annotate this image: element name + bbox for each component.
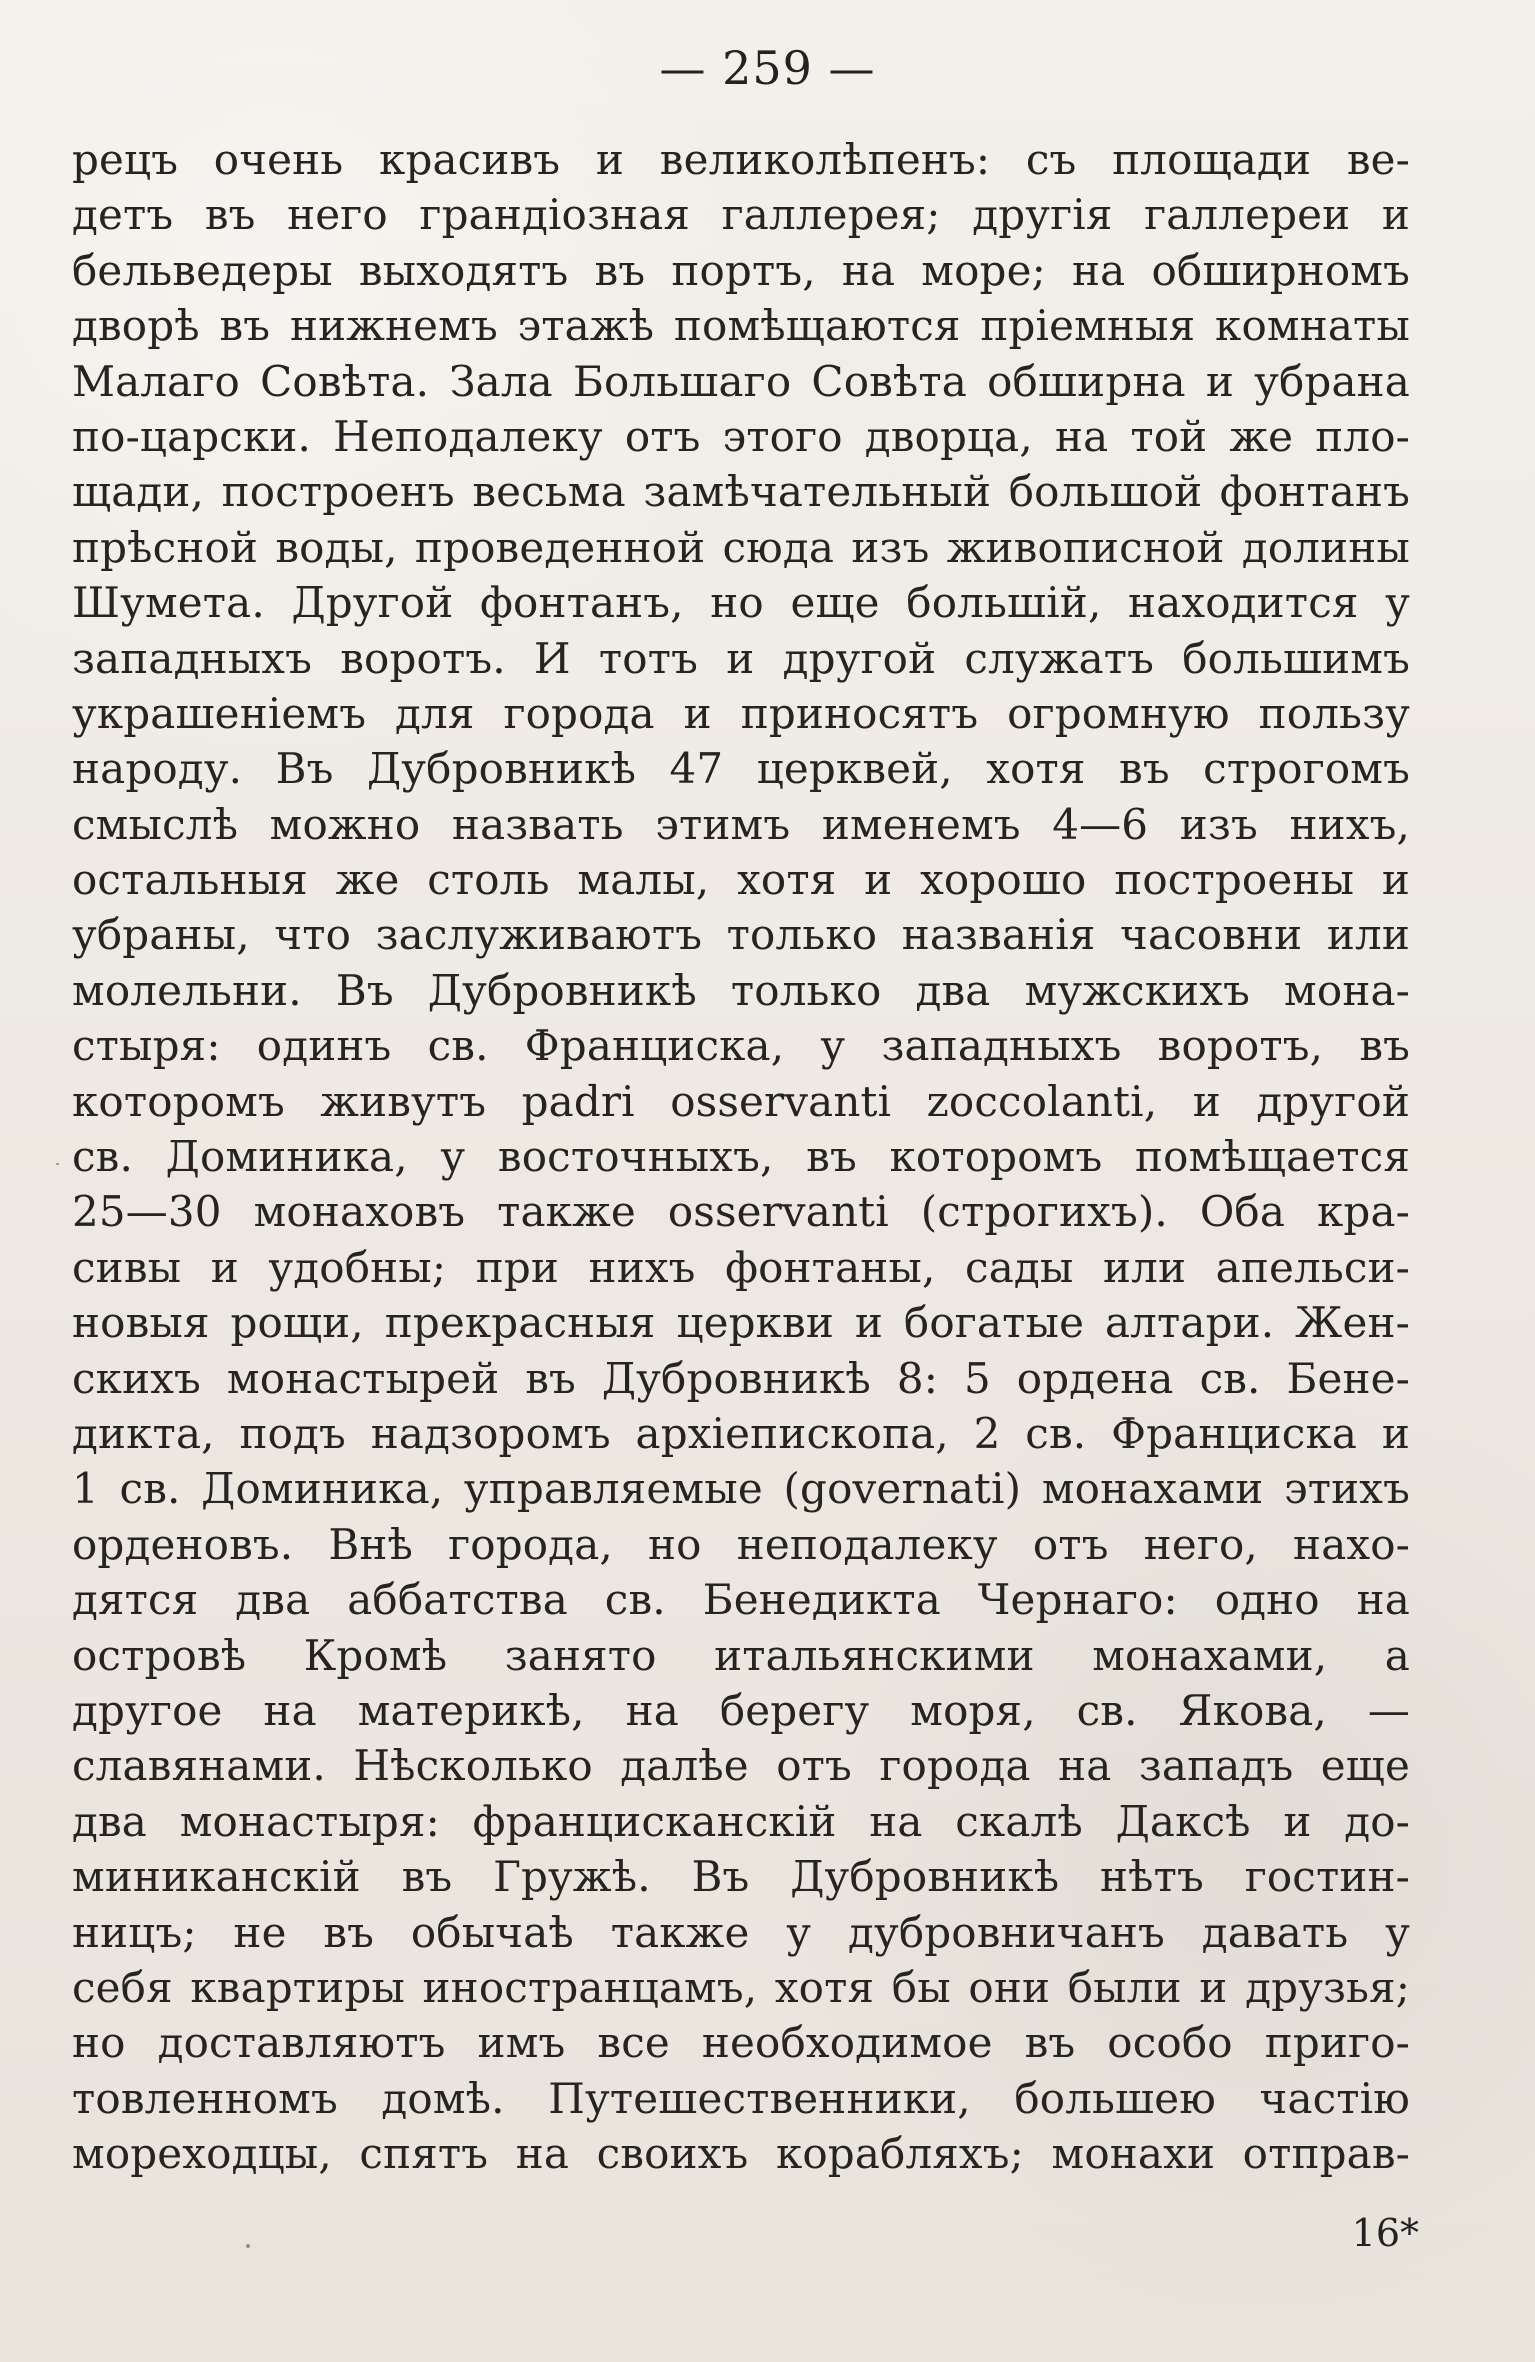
text-line: св. Доминика, у восточныхъ, въ которомъ помѣщается — [72, 1132, 1410, 1182]
text-line: смыслѣ можно назвать этимъ именемъ 4—6 изъ нихъ, — [72, 799, 1410, 849]
text-line: которомъ живутъ padri osservanti zoccolanti, и другой — [72, 1076, 1410, 1126]
text-line: 25—30 монаховъ также osservanti (строгихъ). Оба кра- — [72, 1187, 1410, 1237]
text-line: миниканскій въ Гружѣ. Въ Дубровникѣ нѣтъ гостин- — [72, 1852, 1410, 1902]
text-line: славянами. Нѣсколько далѣе отъ города на западъ еще — [72, 1741, 1410, 1791]
text-line: мореходцы, спятъ на своихъ корабляхъ; монахи отправ- — [72, 2129, 1410, 2179]
text-line: прѣсной воды, проведенной сюда изъ живописной долины — [72, 522, 1410, 572]
text-line: дикта, подъ надзоромъ архіепископа, 2 св. Франциска и — [72, 1408, 1410, 1458]
text-line: 1 св. Доминика, управляемые (governati) монахами этихъ — [72, 1464, 1410, 1514]
text-line: островѣ Кромѣ занято итальянскими монахами, а — [72, 1630, 1410, 1680]
text-line: детъ въ него грандіозная галлерея; другія галлереи и — [72, 190, 1410, 240]
text-line: ницъ; не въ обычаѣ также у дубровничанъ давать у — [72, 1907, 1410, 1957]
text-line: убраны, что заслуживаютъ только названія часовни или — [72, 910, 1410, 960]
printer-signature: 16* — [1351, 2211, 1419, 2255]
page-number: — 259 — — [659, 41, 876, 95]
text-line: товленномъ домѣ. Путешественники, большею частію — [72, 2073, 1410, 2123]
text-line: другое на материкѣ, на берегу моря, св. Якова, — — [72, 1685, 1410, 1735]
text-line: украшеніемъ для города и приносятъ огромную пользу — [72, 688, 1410, 738]
text-line: рецъ очень красивъ и великолѣпенъ: съ площади ве- — [72, 135, 1410, 184]
text-line: молельни. Въ Дубровникѣ только два мужскихъ мона- — [72, 965, 1410, 1015]
text-line: по-царски. Неподалеку отъ этого дворца, на той же пло- — [72, 411, 1410, 461]
text-line: но доставляютъ имъ все необходимое въ особо приго- — [72, 2018, 1410, 2068]
paper-speck — [1004, 1224, 1007, 1227]
text-line: два монастыря: францисканскій на скалѣ Даксѣ и до- — [72, 1796, 1410, 1846]
text-line: народу. Въ Дубровникѣ 47 церквей, хотя въ строгомъ — [72, 744, 1410, 794]
text-line: дворѣ въ нижнемъ этажѣ помѣщаются пріемныя комнаты — [72, 301, 1410, 351]
text-line: остальныя же столь малы, хотя и хорошо построены и — [72, 855, 1410, 905]
text-line: западныхъ воротъ. И тотъ и другой служатъ большимъ — [72, 633, 1410, 683]
text-line: сивы и удобны; при нихъ фонтаны, сады или апельси- — [72, 1242, 1410, 1292]
text-line: орденовъ. Внѣ города, но неподалеку отъ него, нахо- — [72, 1519, 1410, 1569]
body-text — [72, 132, 1410, 2181]
text-line: новыя рощи, прекрасныя церкви и богатые алтари. Жен- — [72, 1298, 1410, 1348]
paper-speck — [56, 1163, 59, 1165]
text-line: бельведеры выходятъ въ портъ, на море; на обширномъ — [72, 245, 1410, 295]
text-line: себя квартиры иностранцамъ, хотя бы они были и друзья; — [72, 1962, 1410, 2012]
text-line: Малаго Совѣта. Зала Большаго Совѣта обширна и убрана — [72, 356, 1410, 406]
text-line: дятся два аббатства св. Бенедикта Чернаго: одно на — [72, 1575, 1410, 1625]
text-line: стыря: одинъ св. Франциска, у западныхъ воротъ, въ — [72, 1021, 1410, 1071]
paper-speck — [246, 2244, 250, 2248]
text-line: Шумета. Другой фонтанъ, но еще большій, находится у — [72, 578, 1410, 628]
text-line: скихъ монастырей въ Дубровникѣ 8: 5 ордена св. Бене- — [72, 1353, 1410, 1403]
text-line: щади, построенъ весьма замѣчательный большой фонтанъ — [72, 467, 1410, 517]
